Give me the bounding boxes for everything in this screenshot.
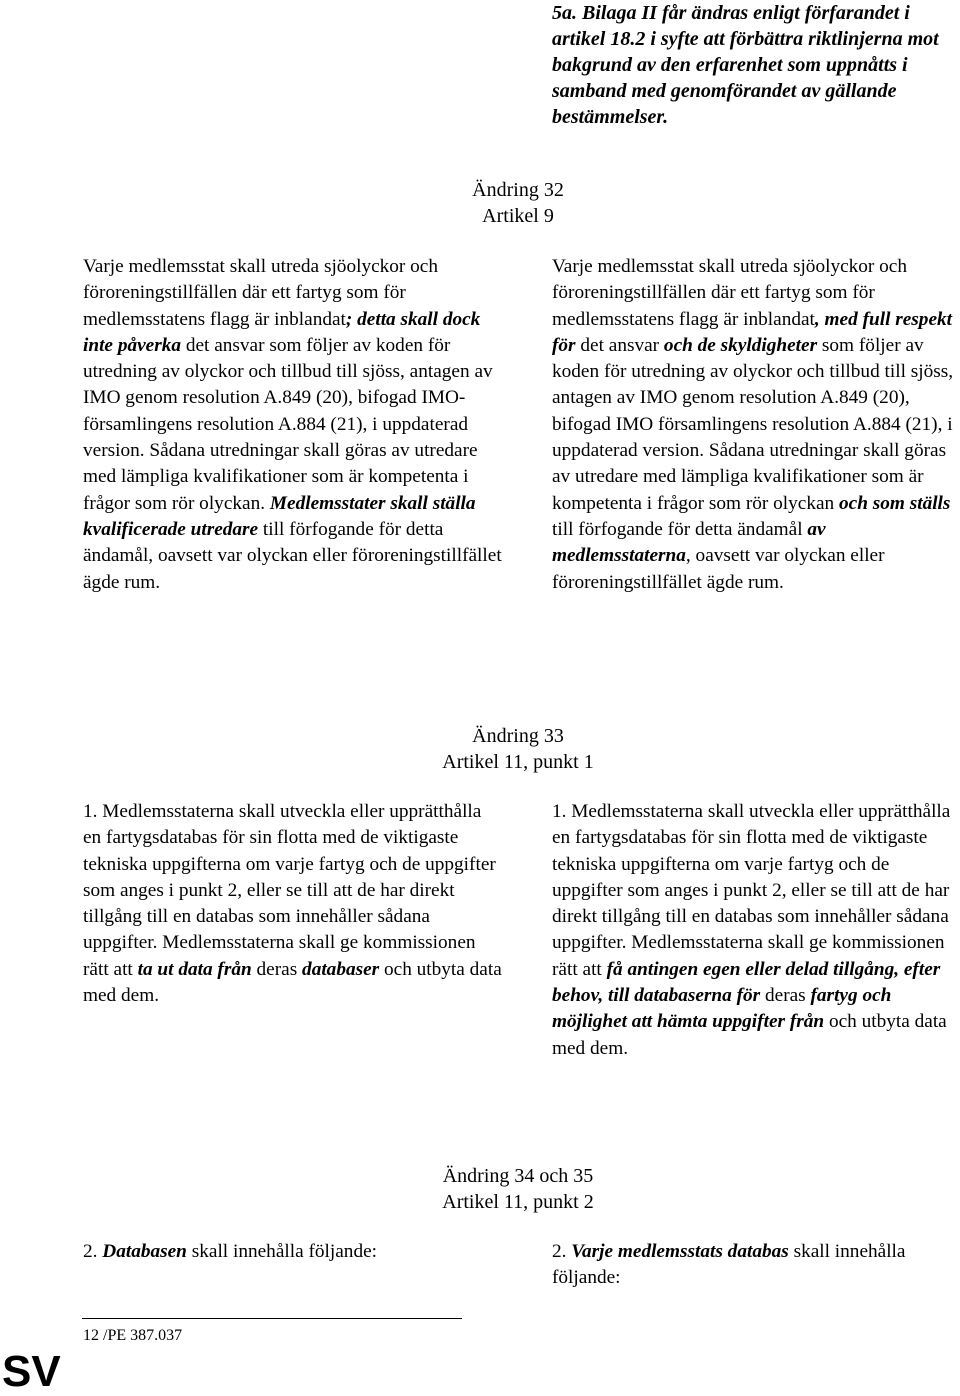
amendment-33-heading bbox=[368, 723, 668, 775]
text-segment: skall innehålla följande: bbox=[186, 1241, 377, 1262]
text-segment: deras bbox=[251, 958, 303, 980]
language-code: SV bbox=[2, 1347, 61, 1396]
text-segment: , oavsett var olyckan eller föroreningstillfället ägde rum. bbox=[552, 545, 885, 593]
emphasized-text-segment: Varje medlemsstats databas bbox=[571, 1241, 789, 1262]
amendment-34-35-title: Ändring 34 och 35 bbox=[442, 1165, 594, 1187]
emphasized-text-segment: och som ställs bbox=[839, 492, 951, 514]
amendment-32-article: Artikel 9 bbox=[482, 205, 554, 227]
emphasized-text-segment: få antingen egen eller delad tillgång, efter behov, till databaserna för bbox=[552, 958, 941, 1007]
emphasized-text-segment: och de skyldigheter bbox=[663, 334, 818, 356]
text-segment: till förfogande för detta ändamål, oavsett var olyckan eller föroreningstillfället ägde rum. bbox=[83, 518, 502, 593]
amendment-32-original-text bbox=[83, 254, 503, 596]
text-segment: 2. bbox=[552, 1241, 572, 1262]
emphasized-text-segment: ta ut data från bbox=[137, 958, 252, 980]
amendment-32-heading bbox=[368, 177, 668, 229]
amendment-33-amended-text bbox=[552, 799, 957, 1062]
text-segment: deras bbox=[760, 985, 811, 1007]
amendment-33-original-text bbox=[83, 799, 503, 1009]
text-segment: och utbyta data med dem. bbox=[83, 958, 502, 1007]
emphasized-text-segment: ; detta skall dock inte påverka bbox=[83, 308, 481, 356]
amendment-34-35-amended-text bbox=[552, 1239, 957, 1292]
emphasized-text-segment: databaser bbox=[302, 958, 380, 980]
text-segment: Varje medlemsstat skall utreda sjöolyckor och föroreningstillfällen där ett fartyg som för medlemsstatens flagg är inblandat bbox=[83, 256, 438, 330]
text-segment: som följer av koden för utredning av olyckor och tillbud till sjöss, antagen av IMO genom resolution A.849 (20), bifogad IMO församlingens resolution A.884 (21), i uppdaterad version. Sådana utredningar skall göras av utredare med lämpliga kvalifikationer som är kompetenta i frågor som rör olyckan bbox=[552, 334, 954, 514]
amendment-33-title: Ändring 33 bbox=[472, 725, 564, 747]
text-segment: det ansvar bbox=[575, 334, 664, 356]
amendment-34-35-article: Artikel 11, punkt 2 bbox=[442, 1191, 594, 1213]
text-segment: det ansvar som följer av koden för utredning av olyckor och tillbud till sjöss, antagen av IMO genom resolution A.849 (20), bifogad IMO-församlingens resolution A.884 (21), i uppdaterad version. Sådana utredningar skall göras av utredare med lämpliga kvalifikationer som är kompetenta i frågor som rör olyckan. bbox=[83, 334, 493, 514]
amendment-32-amended-text bbox=[552, 254, 957, 596]
emphasized-text-segment: Databasen bbox=[102, 1241, 187, 1262]
emphasized-text-segment: , med full respekt för bbox=[552, 308, 953, 356]
text-segment: Varje medlemsstat skall utreda sjöolyckor och föroreningstillfällen där ett fartyg som för medlemsstatens flagg är inblandat bbox=[552, 256, 907, 330]
footer-reference: 12 /PE 387.037 bbox=[83, 1327, 183, 1344]
text-segment: 1. Medlemsstaterna skall utveckla eller upprätthålla en fartygsdatabas för sin flotta med de viktigaste tekniska uppgifterna om varje fartyg och de uppgifter som anges i punkt 2, eller se till att de har direkt tillgång till en databas som innehåller sådana uppgifter. Medlemsstaterna skall ge kommissionen rätt att bbox=[552, 801, 951, 980]
footer-divider bbox=[82, 1318, 462, 1319]
emphasized-text-segment: fartyg och möjlighet att hämta uppgifter från bbox=[552, 985, 892, 1033]
emphasized-text-segment: Medlemsstater skall ställa kvalificerade utredare bbox=[83, 492, 476, 540]
annex-amendment-note: 5a. Bilaga II får ändras enligt förfarandet i artikel 18.2 i syfte att förbättra riktlinjerna mot bakgrund av den erfarenhet som uppnåtts i samband med genomförandet av gällande bestämmelser. bbox=[552, 2, 939, 128]
amendment-34-35-heading bbox=[368, 1163, 668, 1215]
emphasized-text-segment: av medlemsstaterna bbox=[552, 518, 826, 567]
text-segment: skall innehålla följande: bbox=[552, 1241, 906, 1289]
amendment-34-35-original-text bbox=[83, 1239, 503, 1265]
text-segment: till förfogande för detta ändamål bbox=[552, 518, 808, 540]
text-segment: 2. bbox=[83, 1241, 103, 1262]
amendment-33-article: Artikel 11, punkt 1 bbox=[442, 751, 594, 773]
text-segment: och utbyta data med dem. bbox=[552, 1011, 947, 1059]
text-segment: 1. Medlemsstaterna skall utveckla eller upprätthålla en fartygsdatabas för sin flotta med de viktigaste tekniska uppgifterna om varje fartyg och de uppgifter som anges i punkt 2, eller se till att de har direkt tillgång till en databas som innehåller sådana uppgifter. Medlemsstaterna skall ge kommissionen rätt att bbox=[83, 801, 496, 980]
amendment-32-title: Ändring 32 bbox=[472, 179, 564, 201]
